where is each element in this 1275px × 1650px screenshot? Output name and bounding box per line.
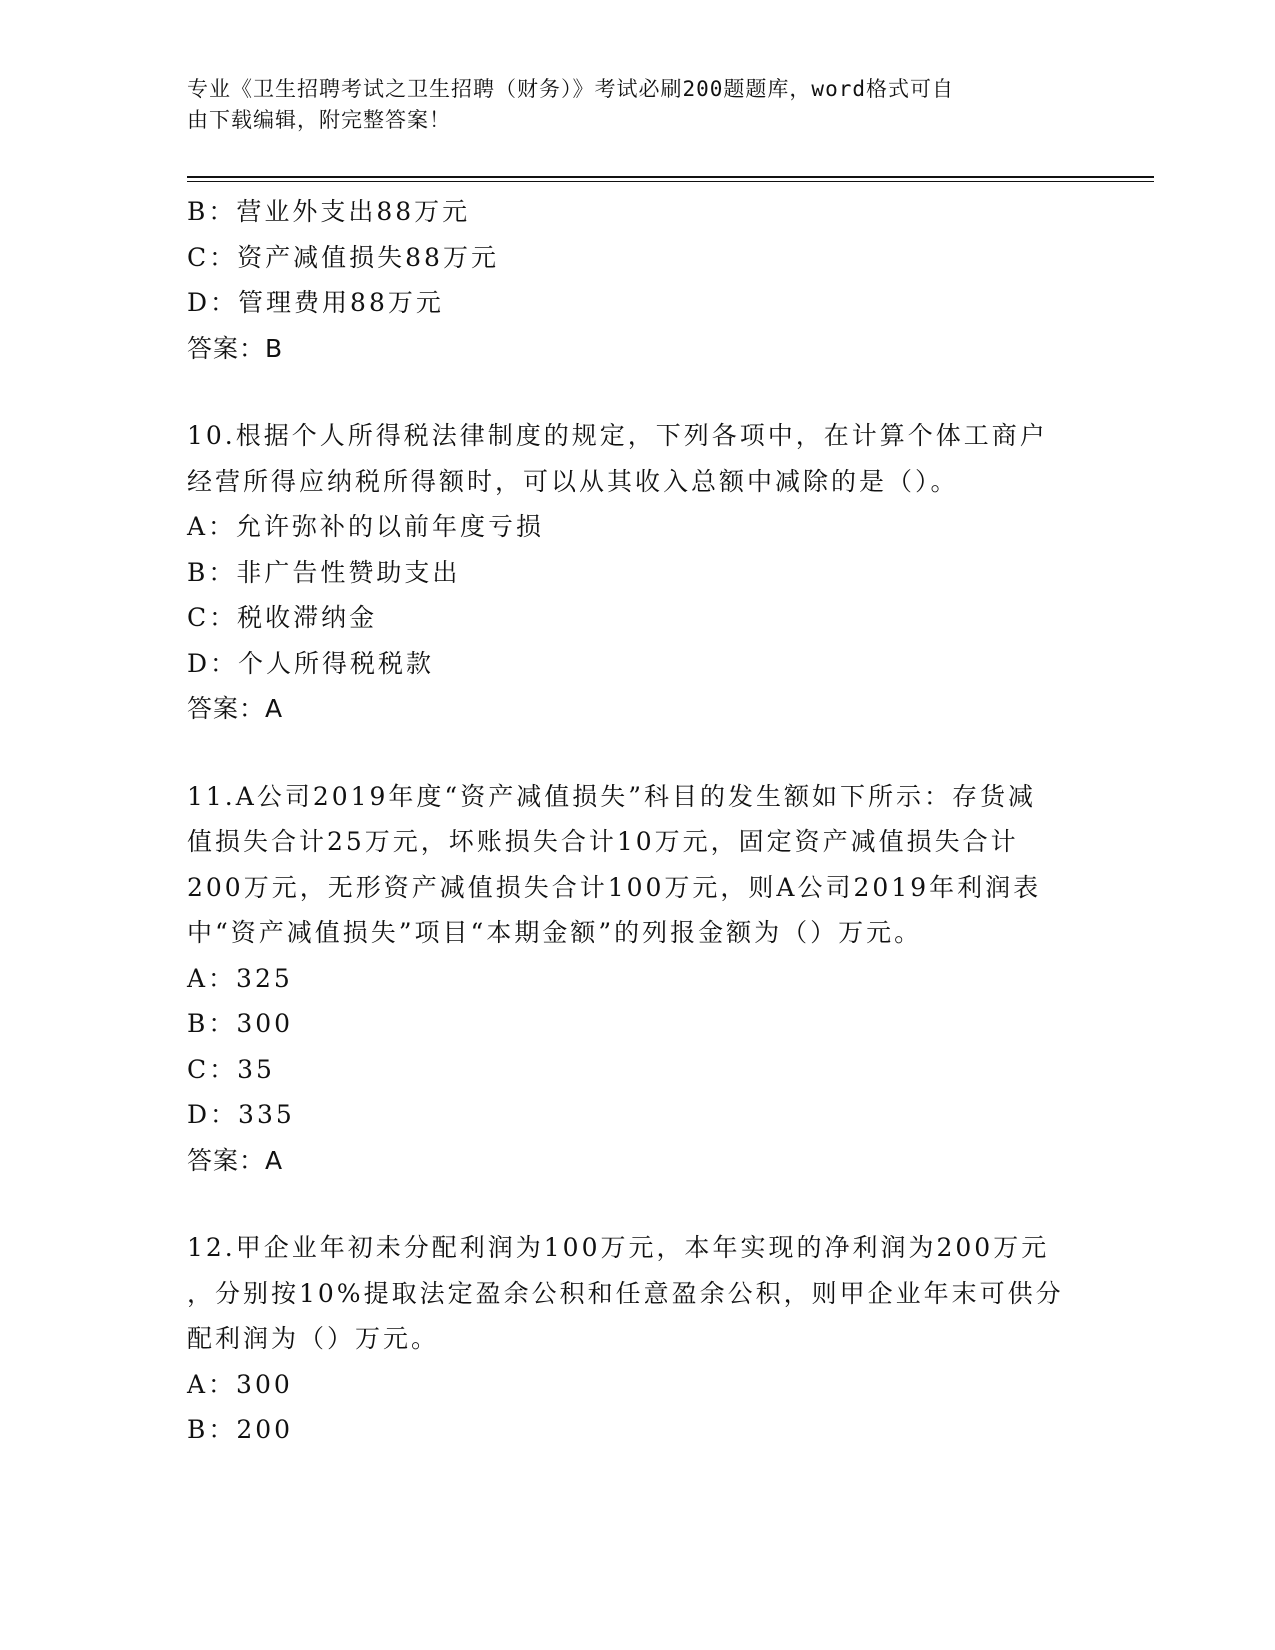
question-stem-line: 12.甲企业年初未分配利润为100万元，本年实现的净利润为200万元 [187, 1233, 1050, 1262]
question-stem-line: 200万元，无形资产减值损失合计100万元，则A公司2019年利润表 [187, 872, 1042, 902]
question-11 [187, 774, 1087, 1184]
answer: 答案：A [187, 694, 284, 723]
question-12 [187, 1225, 1087, 1453]
header-divider-thin [187, 181, 1154, 182]
option-d: D：335 [187, 1100, 295, 1129]
question-9 [187, 189, 1087, 371]
answer: 答案：B [187, 333, 284, 363]
question-stem-line: 值损失合计25万元，坏账损失合计10万元，固定资产减值损失合计 [187, 827, 1019, 856]
header-line-2: 由下载编辑，附完整答案！ [187, 108, 451, 132]
answer: 答案：A [187, 1145, 284, 1175]
spacer [187, 1183, 1087, 1225]
option-a: A：300 [187, 1369, 293, 1399]
question-stem-line: 11.A公司2019年度“资产减值损失”科目的发生额如下所示：存货减 [187, 781, 1036, 811]
option-b: B：300 [187, 1009, 294, 1038]
spacer [187, 371, 1087, 413]
header-line-1: 专业《卫生招聘考试之卫生招聘（财务）》考试必刷200题题库，word格式可自 [187, 77, 954, 101]
option-c: C：税收滞纳金 [187, 603, 378, 632]
header-divider-thick [187, 176, 1154, 178]
option-b: B：非广告性赞助支出 [187, 557, 461, 587]
question-stem-line: 经营所得应纳税所得额时，可以从其收入总额中减除的是（）。 [187, 466, 959, 496]
question-stem-line: 配利润为（）万元。 [187, 1324, 440, 1353]
option-d: D：管理费用88万元 [187, 288, 444, 317]
question-stem-line: 10.根据个人所得税法律制度的规定，下列各项中，在计算个体工商户 [187, 421, 1048, 450]
question-list [187, 189, 1087, 1453]
option-b: B：营业外支出88万元 [187, 197, 471, 226]
option-a: A：325 [187, 963, 293, 993]
question-10 [187, 413, 1087, 732]
question-stem-line: 中“资产减值损失”项目“本期金额”的列报金额为（）万元。 [187, 918, 923, 947]
spacer [187, 732, 1087, 774]
option-b: B：200 [187, 1415, 294, 1444]
question-stem-line: ，分别按10%提取法定盈余公积和任意盈余公积，则甲企业年末可供分 [187, 1278, 1064, 1308]
option-c: C：35 [187, 1054, 275, 1084]
option-c: C：资产减值损失88万元 [187, 242, 499, 272]
option-d: D：个人所得税税款 [187, 648, 435, 678]
option-a: A：允许弥补的以前年度亏损 [187, 512, 545, 541]
document-header [187, 74, 1067, 136]
